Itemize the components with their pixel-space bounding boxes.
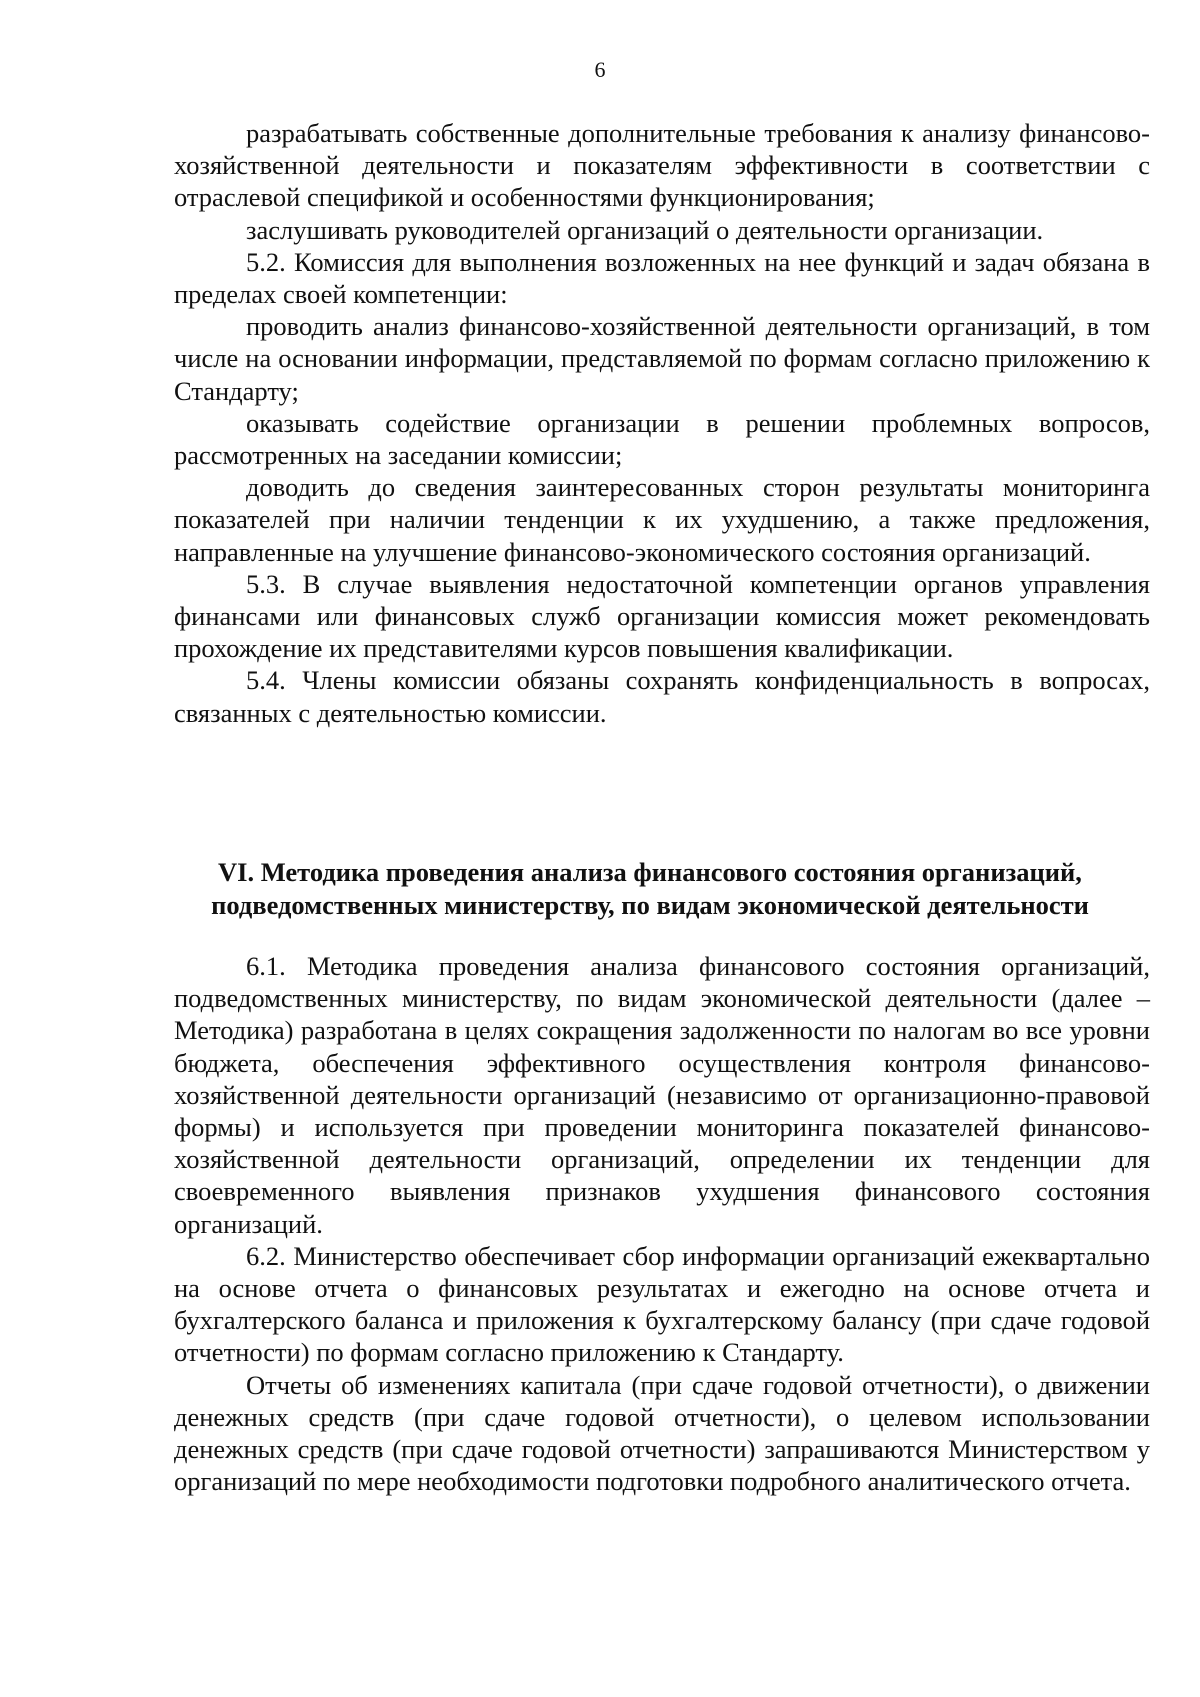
section-heading [150, 856, 1150, 922]
paragraph: заслушивать руководителей организаций о деятельности организации. [246, 214, 1044, 245]
paragraph: 6.1. Методика проведения анализа финансового состояния организаций, подведомственных министерству, по видам экономической деятельности (далее – Методика) разработана в целях сокращения задолженности по налогам во все уровни бюджета, обеспечения эффективного осуществления контроля финансово-хозяйственной деятельности организаций (независимо от организационно-правовой формы) и используется при проведении мониторинга показателей финансово-хозяйственной деятельности организаций, определении их тенденции для своевременного выявления признаков ухудшения финансового состояния организаций. [174, 951, 1150, 1239]
section-5-text [174, 117, 1150, 729]
section-6-text [174, 950, 1150, 1497]
paragraph: доводить до сведения заинтересованных сторон результаты мониторинга показателей при наличии тенденции к их ухудшению, а также предложения, направленные на улучшение финансово-экономического состояния организаций. [174, 472, 1150, 567]
paragraph: Отчеты об изменениях капитала (при сдаче годовой отчетности), о движении денежных средств (при сдаче годовой отчетности), о целевом использовании денежных средств (при сдаче годовой отчетности) запрашиваются Министерством у организаций по мере необходимости подготовки подробного аналитического отчета. [174, 1369, 1150, 1497]
page-number: 6 [594, 57, 606, 82]
paragraph: 5.2. Комиссия для выполнения возложенных на нее функций и задач обязана в пределах своей компетенции: [174, 246, 1150, 310]
heading-line-2: подведомственных министерству, по видам экономической деятельности [211, 890, 1089, 920]
paragraph: разрабатывать собственные дополнительные требования к анализу финансово-хозяйственной деятельности и показателям эффективности в соответствии с отраслевой спецификой и особенностями функционирования; [174, 118, 1150, 213]
paragraph: 6.2. Министерство обеспечивает сбор информации организаций ежеквартально на основе отчета о финансовых результатах и ежегодно на основе отчета и бухгалтерского баланса и приложения к бухгалтерскому балансу (при сдаче годовой отчетности) по формам согласно приложению к Стандарту. [174, 1240, 1150, 1368]
paragraph: 5.3. В случае выявления недостаточной компетенции органов управления финансами или финансовых служб организации комиссия может рекомендовать прохождение их представителями курсов повышения квалификации. [174, 568, 1150, 664]
paragraph: 5.4. Члены комиссии обязаны сохранять конфиденциальность в вопросах, связанных с деятельностью комиссии. [174, 665, 1150, 728]
paragraph: проводить анализ финансово-хозяйственной деятельности организаций, в том числе на основании информации, представляемой по формам согласно приложению к Стандарту; [174, 311, 1150, 406]
paragraph: оказывать содействие организации в решении проблемных вопросов, рассмотренных на заседании комиссии; [174, 407, 1150, 471]
heading-line-1: VI. Методика проведения анализа финансового состояния организаций, [218, 857, 1082, 887]
